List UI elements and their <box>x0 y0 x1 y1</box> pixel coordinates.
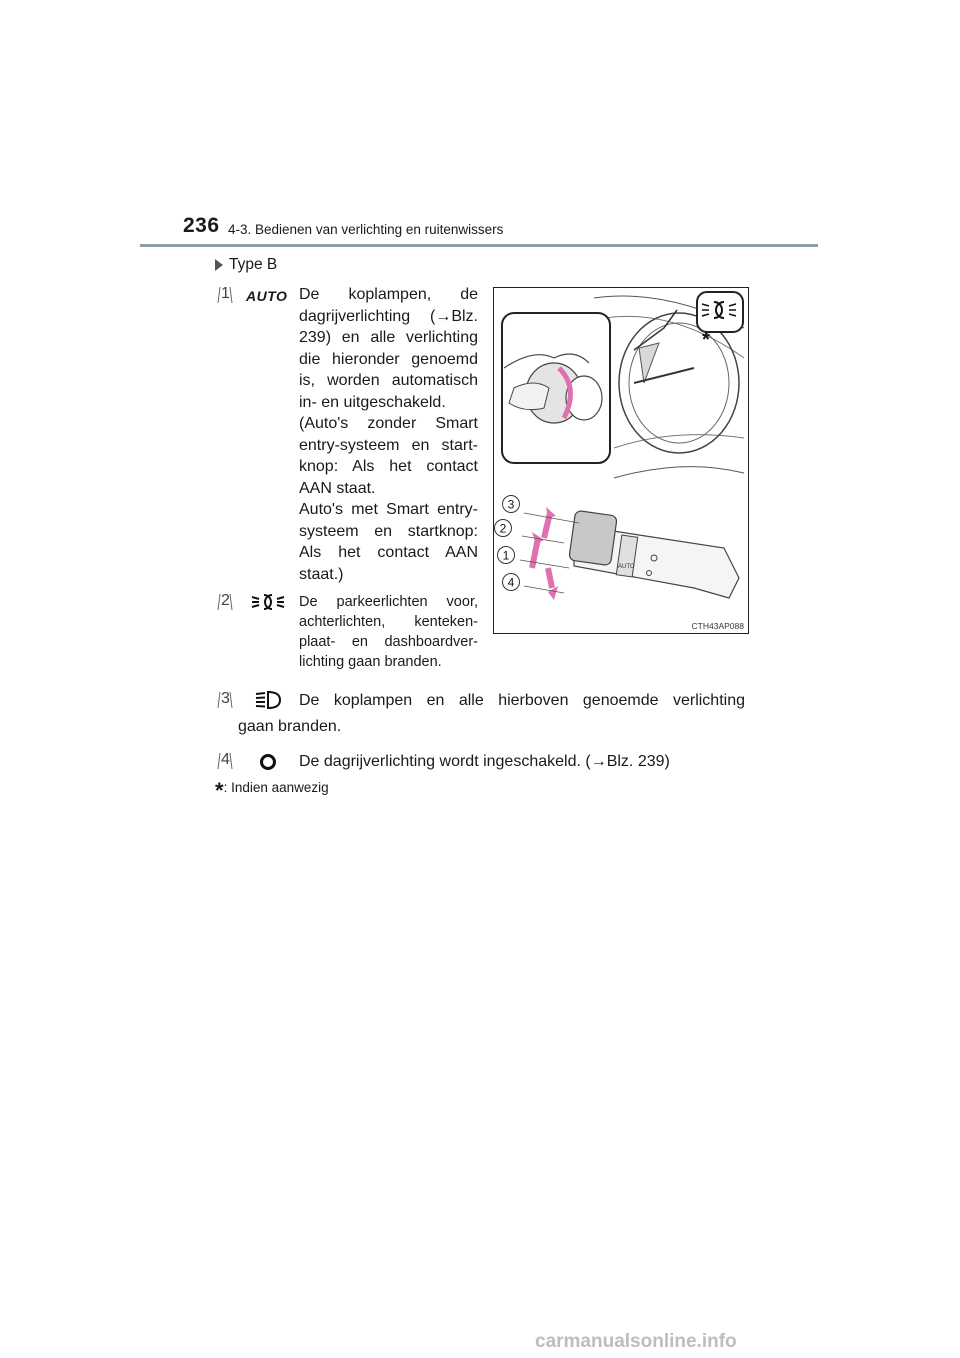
drl-icon <box>258 753 278 771</box>
page-number: 236 <box>183 214 220 237</box>
asterisk-mark: * <box>702 329 710 351</box>
headlight-icon <box>254 690 284 710</box>
footnote-star: * <box>215 778 224 803</box>
auto-switch-text: AUTO <box>618 564 635 570</box>
lighting-switch-illustration <box>493 287 749 634</box>
item-1-paragraph: Auto's met Smart entry-systeem en startknop: Als het contact AAN staat.) <box>299 501 478 583</box>
item-1-paragraph: De koplampen, de dagrijverlichting (→Blz. 239) en alle verlichting die hieronder genoemd is, worden automatisch in- en uitgeschakeld. <box>299 286 478 411</box>
item-number-4: 4 <box>217 751 233 776</box>
item-3-description: De koplampen en alle hierboven genoemde verlichting <box>299 692 745 709</box>
header-divider <box>140 244 818 247</box>
item-1-description <box>299 284 478 585</box>
fig-label: 1 <box>502 548 510 563</box>
callout-box <box>697 292 743 332</box>
item-2-description: De parkeerlichten voor, achterlichten, kenteken-plaat- en dashboardver-lichting gaan branden. <box>299 594 478 670</box>
triangle-bullet-icon <box>215 259 223 271</box>
item-number-2: 2 <box>217 592 233 617</box>
figure-code: CTH43AP088 <box>691 621 744 631</box>
section-title: 4-3. Bedienen van verlichting en ruitenwissers <box>228 222 504 237</box>
switch-diagram <box>494 288 747 632</box>
fig-label: 3 <box>507 497 515 512</box>
footnote <box>215 778 329 804</box>
item-3-description-cont: gaan branden. <box>238 718 342 735</box>
fig-label: 2 <box>499 521 507 536</box>
item-number-3: 3 <box>217 690 233 715</box>
parking-light-icon <box>250 592 286 612</box>
watermark: carmanualsonline.info <box>535 1331 737 1352</box>
type-label: Type B <box>229 256 278 273</box>
item-number-1: 1 <box>217 285 233 310</box>
item-4-description: De dagrijverlichting wordt ingeschakeld. (→Blz. 239) <box>299 753 670 770</box>
auto-icon: AUTO <box>246 288 288 304</box>
item-1-paragraph: (Auto's zonder Smart entry-systeem en start-knop: Als het contact AAN staat. <box>299 415 478 497</box>
fig-label: 4 <box>507 575 515 590</box>
type-heading <box>215 256 277 274</box>
footnote-text: : Indien aanwezig <box>223 780 329 795</box>
